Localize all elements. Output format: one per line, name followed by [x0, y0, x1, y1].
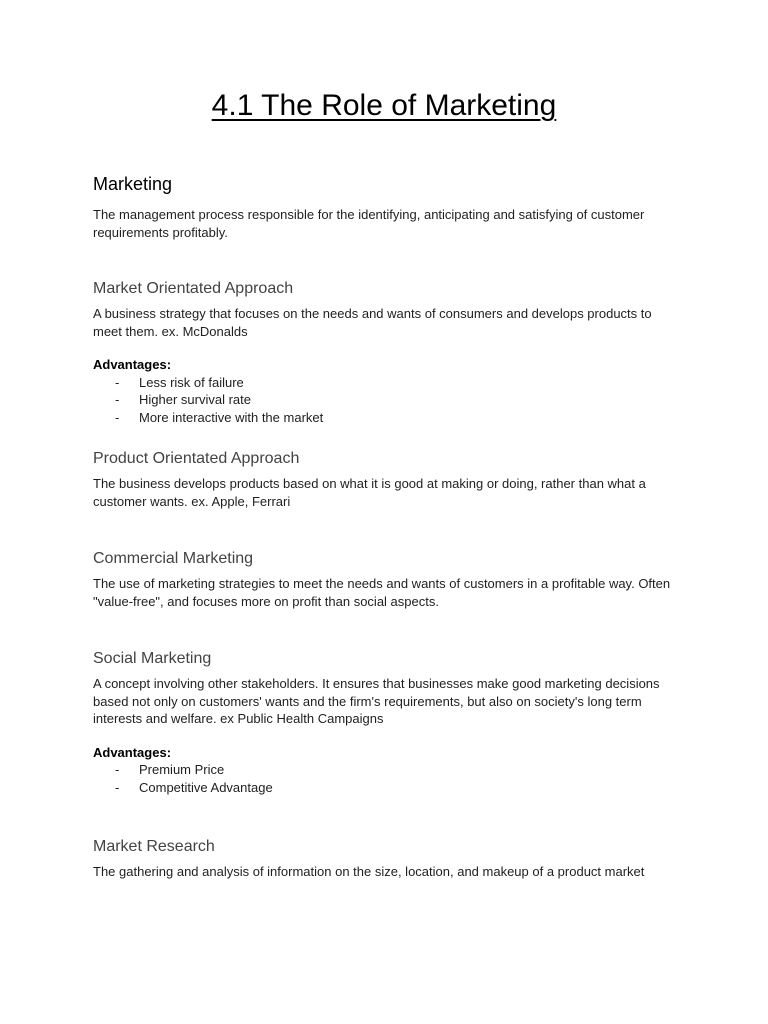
- list-item-text: Higher survival rate: [139, 392, 251, 407]
- section-body: The management process responsible for the identifying, anticipating and satisfying of customer requirements profitably.: [93, 207, 645, 240]
- section-body: A concept involving other stakeholders. It ensures that businesses make good marketing decisions based not only on customers' wants and the firm's requirements, but also on society's long term interests and welfare. ex Public Health Campaigns: [93, 676, 660, 726]
- section-heading: Commercial Marketing: [93, 550, 254, 567]
- bullet-marker: -: [115, 374, 120, 390]
- advantages-label: Advantages:: [93, 744, 172, 760]
- bullet-marker: -: [115, 392, 120, 407]
- list-item: [93, 761, 673, 779]
- section-marketing: [93, 172, 673, 241]
- list-item: [93, 391, 673, 409]
- advantages-list: [93, 374, 673, 427]
- section-market-orientated-approach: [93, 278, 673, 426]
- bullet-marker: -: [115, 409, 120, 425]
- section-social-marketing: [93, 648, 673, 796]
- bullet-marker: -: [115, 762, 120, 777]
- section-product-orientated-approach: [93, 448, 673, 510]
- list-item-text: Competitive Advantage: [139, 779, 273, 795]
- list-item-text: Less risk of failure: [139, 374, 244, 390]
- section-body: The use of marketing strategies to meet the needs and wants of customers in a profitable way. Often "value-free", and focuses more on profit than social aspects.: [93, 576, 671, 609]
- advantages-list: [93, 761, 673, 796]
- section-market-research: [93, 836, 673, 881]
- section-body: The business develops products based on what it is good at making or doing, rather than what a customer wants. ex. Apple, Ferrari: [93, 476, 646, 509]
- section-commercial-marketing: [93, 548, 673, 610]
- list-item: [93, 374, 673, 392]
- section-body: A business strategy that focuses on the needs and wants of consumers and develops products to meet them. ex. McDonalds: [93, 306, 652, 339]
- section-heading: Marketing: [93, 174, 173, 194]
- section-heading: Market Orientated Approach: [93, 280, 294, 297]
- list-item-text: Premium Price: [139, 762, 225, 777]
- list-item: [93, 409, 673, 427]
- section-heading: Product Orientated Approach: [93, 450, 300, 467]
- bullet-marker: -: [115, 779, 120, 795]
- section-body: The gathering and analysis of information on the size, location, and makeup of a product market: [93, 864, 645, 879]
- page-title: 4.1 The Role of Marketing: [211, 89, 557, 122]
- advantages-label: Advantages:: [93, 357, 172, 372]
- section-heading: Market Research: [93, 838, 215, 855]
- section-heading: Social Marketing: [93, 650, 212, 667]
- list-item-text: More interactive with the market: [139, 409, 324, 425]
- list-item: [93, 779, 673, 797]
